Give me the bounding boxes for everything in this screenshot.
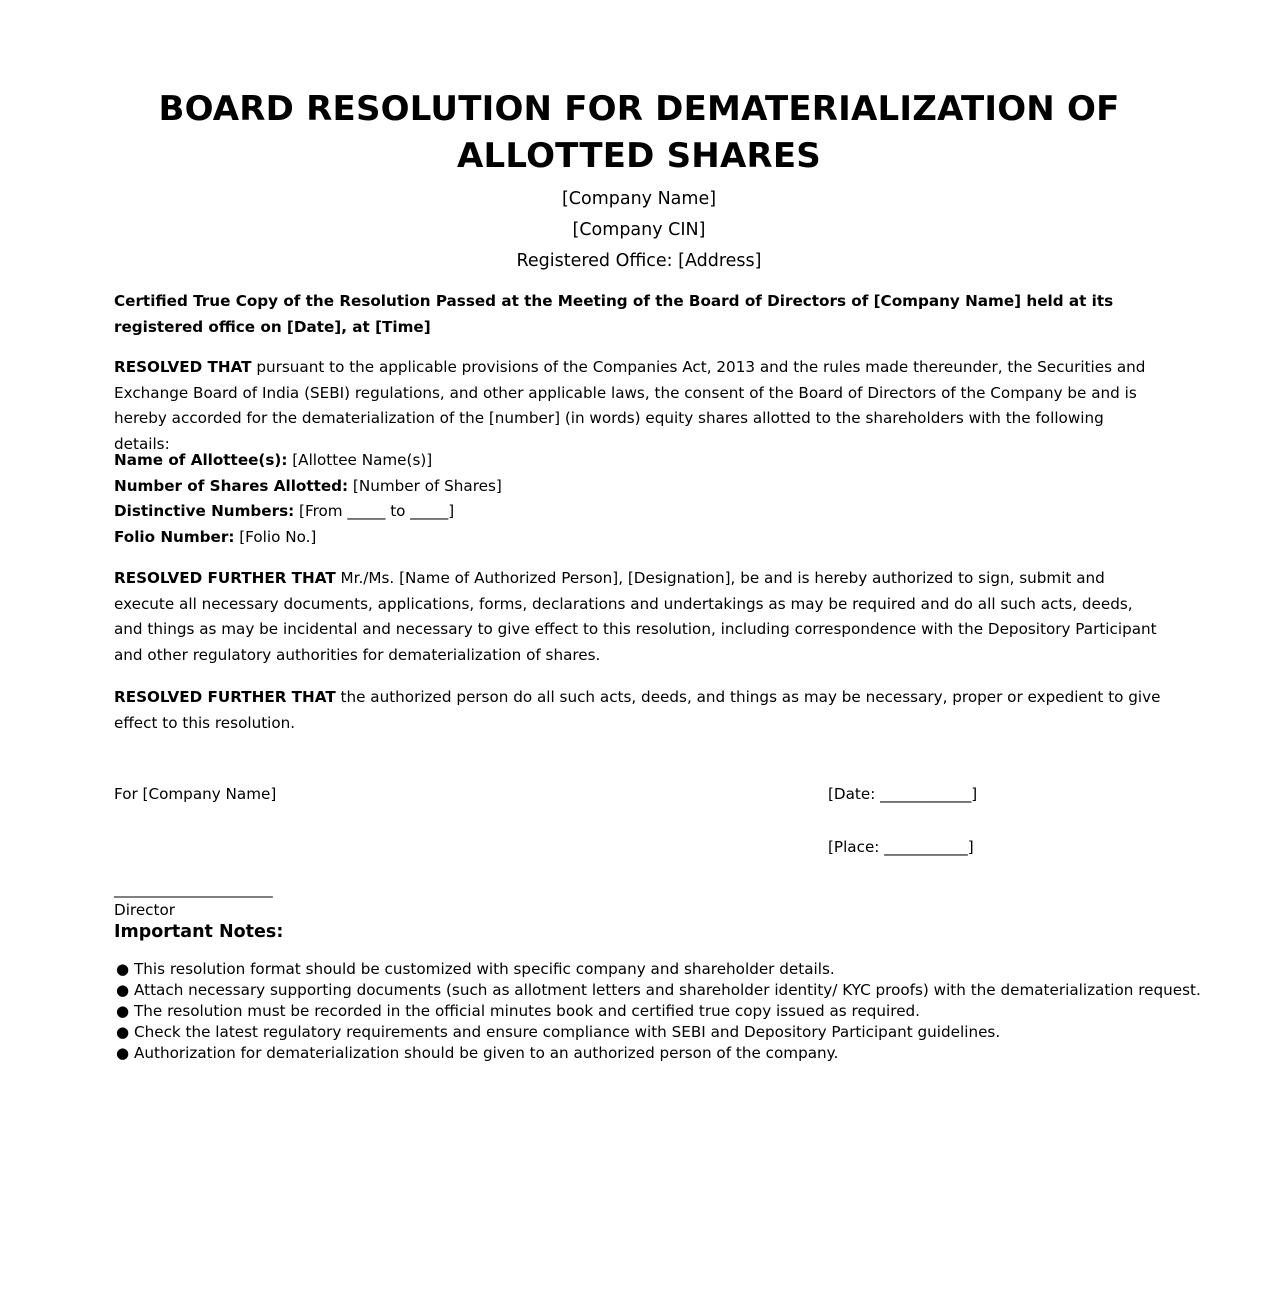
- registered-office: Registered Office: [Address]: [516, 251, 762, 271]
- detail-shares-allotted: [114, 474, 502, 500]
- resolution-1-lead: RESOLVED THAT: [114, 358, 252, 376]
- detail-value: [Number of Shares]: [348, 477, 502, 495]
- detail-value: [Folio No.]: [234, 528, 317, 546]
- detail-value: [Allottee Name(s)]: [287, 451, 433, 469]
- signature-date: [Date: ____________]: [828, 785, 978, 803]
- signature-line: ________________________: [114, 882, 273, 898]
- document-title: BOARD RESOLUTION FOR DEMATERIALIZATION OF ALLOTTED SHARES: [158, 89, 1120, 176]
- company-name: [Company Name]: [561, 189, 717, 209]
- resolution-3-lead: RESOLVED FURTHER THAT: [114, 688, 336, 706]
- signature-place: [Place: ___________]: [828, 838, 974, 856]
- resolution-2: [114, 566, 1164, 669]
- certified-heading: Certified True Copy of the Resolution Passed at the Meeting of the Board of Directors of [Company Name] held at its registered office on [Date], at [Time]: [114, 292, 1114, 336]
- detail-distinctive-numbers: [114, 499, 454, 525]
- detail-label: Folio Number:: [114, 528, 235, 546]
- detail-label: Name of Allottee(s):: [114, 451, 288, 469]
- list-item: ● Attach necessary supporting documents (such as allotment letters and shareholder identity/ KYC proofs) with the dematerialization request.: [116, 981, 1201, 999]
- notes-heading: Important Notes:: [114, 922, 284, 942]
- resolution-1-text: pursuant to the applicable provisions of the Companies Act, 2013 and the rules made thereunder, the Securities and Exchange Board of India (SEBI) regulations, and other applicable laws, the consent of the Board of Directors of the Company be and is hereby accorded for the dematerialization of the [number] (in words) equity shares allotted to the shareholders with the following details:: [114, 358, 1146, 454]
- detail-label: Number of Shares Allotted:: [114, 477, 349, 495]
- for-company: For [Company Name]: [114, 785, 277, 803]
- list-item: ● This resolution format should be customized with specific company and shareholder details.: [116, 960, 835, 978]
- detail-label: Distinctive Numbers:: [114, 502, 295, 520]
- list-item: ● Authorization for dematerialization should be given to an authorized person of the company.: [116, 1044, 839, 1062]
- detail-value: [From _____ to _____]: [294, 502, 455, 520]
- list-item: ● Check the latest regulatory requirements and ensure compliance with SEBI and Depository Participant guidelines.: [116, 1023, 1001, 1041]
- resolution-2-text: Mr./Ms. [Name of Authorized Person], [Designation], be and is hereby authorized to sign, submit and execute all necessary documents, applications, forms, declarations and undertakings as may be required and do all such acts, deeds, and things as may be incidental and necessary to give effect to this resolution, including correspondence with the Depository Participant and other regulatory authorities for dematerialization of shares.: [114, 569, 1157, 665]
- bullet-icon: ●: [116, 1023, 130, 1041]
- resolution-3: [114, 685, 1164, 736]
- resolution-1: [114, 355, 1164, 458]
- detail-folio-number: [114, 525, 316, 551]
- resolution-2-lead: RESOLVED FURTHER THAT: [114, 569, 336, 587]
- company-cin: [Company CIN]: [572, 220, 706, 240]
- detail-allottee-name: [114, 448, 432, 474]
- signature-role: Director: [114, 901, 176, 919]
- bullet-icon: ●: [116, 981, 130, 999]
- bullet-icon: ●: [116, 960, 130, 978]
- resolution-3-text: the authorized person do all such acts, deeds, and things as may be necessary, proper or expedient to give effect to this resolution.: [114, 688, 1161, 732]
- list-item: ● The resolution must be recorded in the official minutes book and certified true copy issued as required.: [116, 1002, 921, 1020]
- bullet-icon: ●: [116, 1044, 130, 1062]
- bullet-icon: ●: [116, 1002, 130, 1020]
- notes-list: [114, 959, 1201, 1064]
